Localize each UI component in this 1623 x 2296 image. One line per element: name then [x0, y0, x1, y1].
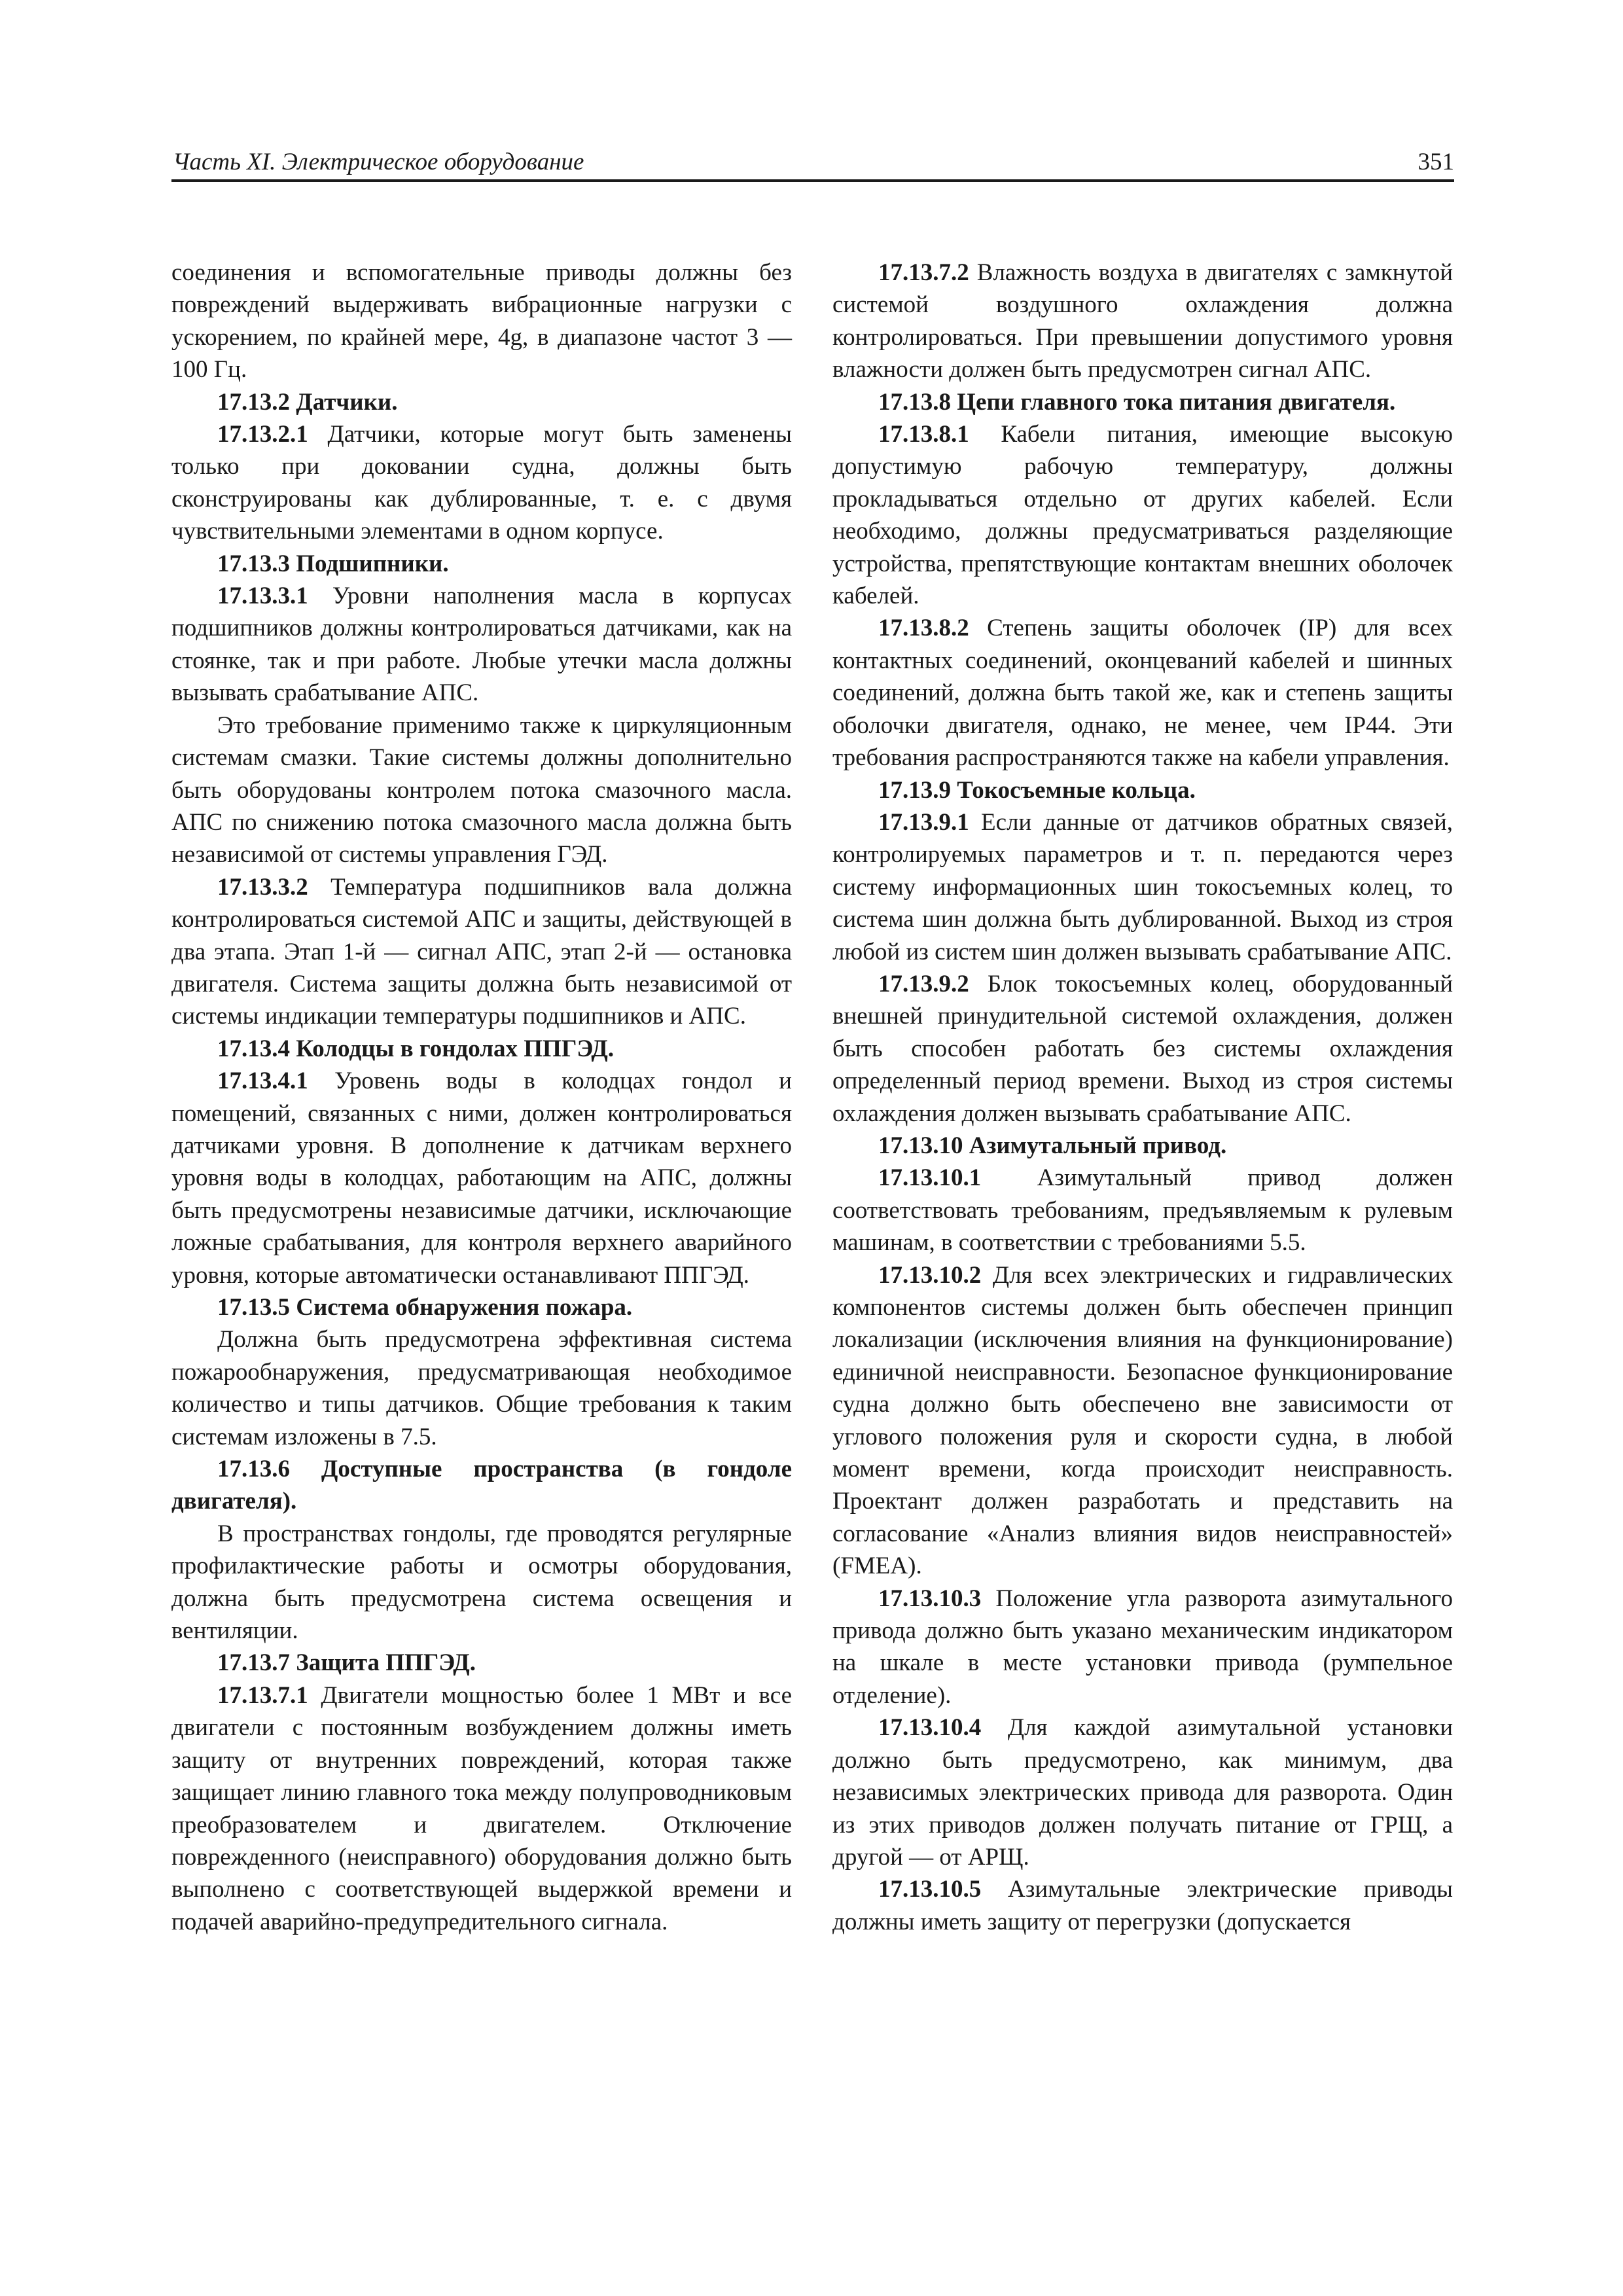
paragraph-17-13-4-1: [171, 1065, 792, 1291]
running-title: Часть XI. Электрическое оборудование: [173, 149, 584, 175]
clause-text: Температура подшипников вала должна контролироваться системой АПС и защиты, действующей в два этапа. Этап 1-й — сигнал АПС, этап 2-й — остановка двигателя. Система защиты должна быть независимой от системы индикации температуры подшипников и АПС.: [171, 873, 792, 1030]
clause-number: 17.13.8.2: [878, 615, 969, 642]
clause-text: Двигатели мощностью более 1 МВт и все двигатели с постоянным возбуждением должны иметь защиту от внутренних повреждений, которая также защищает линию главного тока между полупроводниковым преобразователем и двигателем. Отключение поврежденного (неисправного) оборудования должно быть выполнено с соответствующей выдержкой времени и подачей аварийно-предупредительного сигнала.: [171, 1681, 792, 1935]
paragraph-17-13-9-2: [832, 968, 1453, 1130]
heading-17-13-10: 17.13.10 Азимутальный привод.: [878, 1132, 1227, 1159]
clause-text: Положение угла разворота азимутального привода должно быть указано механическим индикатором на шкале в месте установки привода (румпельное отделение).: [832, 1585, 1453, 1709]
paragraph-17-13-8-1: [832, 418, 1453, 612]
heading-17-13-8: 17.13.8 Цепи главного тока питания двигателя.: [878, 388, 1396, 416]
clause-number: 17.13.8.1: [878, 421, 969, 448]
clause-number: 17.13.10.2: [878, 1261, 982, 1289]
left-column: [171, 257, 792, 1938]
clause-text: Если данные от датчиков обратных связей, контролируемых параметров и т. п. передаются через систему информационных шин токосъемных колец, то система шин должна быть дублированной. Выход из строя любой из систем шин должен вызывать срабатывание АПС.: [832, 808, 1453, 965]
clause-text: Азимутальный привод должен соответствовать требованиям, предъявляемым к рулевым машинам, в соответствии с требованиями 5.5.: [832, 1164, 1453, 1257]
clause-text: Блок токосъемных колец, оборудованный внешней принудительной системой охлаждения, должен быть способен работать без системы охлаждения определенный период времени. Выход из строя системы охлаждения должен вызывать срабатывание АПС.: [832, 970, 1453, 1127]
paragraph-continuation: соединения и вспомогательные приводы должны без повреждений выдерживать вибрационные нагрузки с ускорением, по крайней мере, 4g, в диапазоне частот 3 — 100 Гц.: [171, 259, 792, 384]
clause-number: 17.13.9.2: [878, 970, 969, 997]
clause-number: 17.13.7.2: [878, 259, 969, 286]
paragraph-17-13-8-2: [832, 612, 1453, 774]
paragraph-17-13-7-2: [832, 257, 1453, 386]
heading-17-13-3: 17.13.3 Подшипники.: [217, 550, 449, 577]
clause-number: 17.13.3.2: [217, 873, 308, 901]
clause-number: 17.13.10.5: [878, 1876, 982, 1903]
paragraph-circulation-systems: Это требование применимо также к циркуляционным системам смазки. Такие системы должны дополнительно быть оборудованы контролем потока смазочного масла. АПС по снижению потока смазочного масла должна быть независимой от системы управления ГЭД.: [171, 711, 792, 869]
heading-17-13-9: 17.13.9 Токосъемные кольца.: [878, 776, 1196, 804]
clause-text: Влажность воздуха в двигателях с замкнутой системой воздушного охлаждения должна контролироваться. При превышении допустимого уровня влажности должен быть предусмотрен сигнал АПС.: [832, 259, 1453, 384]
clause-number: 17.13.9.1: [878, 808, 969, 836]
clause-text: Датчики, которые могут быть заменены только при доковании судна, должны быть сконструированы как дублированные, т. е. с двумя чувствительными элементами в одном корпусе.: [171, 421, 792, 545]
heading-17-13-5: 17.13.5 Система обнаружения пожара.: [217, 1294, 633, 1321]
clause-text: Для каждой азимутальной установки должно быть предусмотрено, как минимум, два независимых электрических привода для разворота. Один из этих приводов должен получать питание от ГРЩ, а другой — от АРЩ.: [832, 1714, 1453, 1871]
page-header: [171, 143, 1454, 182]
clause-number: 17.13.7.1: [217, 1681, 308, 1709]
clause-number: 17.13.10.3: [878, 1585, 982, 1612]
heading-17-13-7: 17.13.7 Защита ППГЭД.: [217, 1649, 476, 1677]
paragraph-17-13-10-5: [832, 1873, 1453, 1938]
clause-text: Азимутальные электрические приводы должны иметь защиту от перегрузки (допускается: [832, 1876, 1453, 1935]
paragraph-17-13-2-1: [171, 418, 792, 548]
heading-17-13-4: 17.13.4 Колодцы в гондолах ППГЭД.: [217, 1035, 615, 1062]
clause-text: Кабели питания, имеющие высокую допустимую рабочую температуру, должны прокладываться отдельно от других кабелей. Если необходимо, должны предусматриваться разделяющие устройства, препятствующие контактам внешних оболочек кабелей.: [832, 421, 1453, 610]
right-column: [832, 257, 1453, 1938]
clause-number: 17.13.4.1: [217, 1067, 308, 1095]
clause-number: 17.13.3.1: [217, 583, 308, 610]
paragraph-17-13-3-2: [171, 871, 792, 1033]
heading-17-13-2: 17.13.2 Датчики.: [217, 388, 398, 416]
clause-number: 17.13.10.4: [878, 1714, 982, 1742]
clause-text: Уровни наполнения масла в корпусах подшипников должны контролироваться датчиками, как на стоянке, так и при работе. Любые утечки масла должны вызывать срабатывание АПС.: [171, 583, 792, 707]
clause-text: Для всех электрических и гидравлических компонентов системы должен быть обеспечен принцип локализации (исключения влияния на функционирование) единичной неисправности. Безопасное функционирование судна должно быть обеспечено вне зависимости от углового положения руля и скорости судна, в любой момент времени, когда происходит неисправность. Проектант должен разработать и представить на согласование «Анализ влияния видов неисправностей» (FMEA).: [832, 1261, 1453, 1580]
page-number: 351: [1418, 149, 1454, 175]
paragraph-17-13-7-1: [171, 1679, 792, 1938]
clause-text: Степень защиты оболочек (IP) для всех контактных соединений, оконцеваний кабелей и шинных соединений, должна быть такой же, как и степень защиты оболочки двигателя, однако, не менее, чем IP44. Эти требования распространяются также на кабели управления.: [832, 615, 1453, 772]
paragraph-17-13-10-3: [832, 1583, 1453, 1712]
heading-17-13-6: 17.13.6 Доступные пространства (в гондоле двигателя).: [171, 1456, 792, 1515]
paragraph-17-13-9-1: [832, 806, 1453, 968]
paragraph-fire-detection: Должна быть предусмотрена эффективная система пожарообнаружения, предусматривающая необходимое количество и типы датчиков. Общие требования к таким системам изложены в 7.5.: [171, 1326, 792, 1450]
clause-text: Уровень воды в колодцах гондол и помещений, связанных с ними, должен контролироваться датчиками уровня. В дополнение к датчикам верхнего уровня воды в колодцах, работающим на АПС, должны быть предусмотрены независимые датчики, исключающие ложные срабатывания, для контроля верхнего аварийного уровня, которые автоматически останавливают ППГЭД.: [171, 1067, 792, 1289]
clause-number: 17.13.10.1: [878, 1164, 982, 1192]
paragraph-accessible-spaces: В пространствах гондолы, где проводятся регулярные профилактические работы и осмотры оборудования, должна быть предусмотрена система освещения и вентиляции.: [171, 1520, 792, 1645]
paragraph-17-13-10-2: [832, 1259, 1453, 1583]
clause-number: 17.13.2.1: [217, 421, 308, 448]
paragraph-17-13-10-4: [832, 1712, 1453, 1873]
paragraph-17-13-3-1: [171, 580, 792, 709]
paragraph-17-13-10-1: [832, 1162, 1453, 1259]
